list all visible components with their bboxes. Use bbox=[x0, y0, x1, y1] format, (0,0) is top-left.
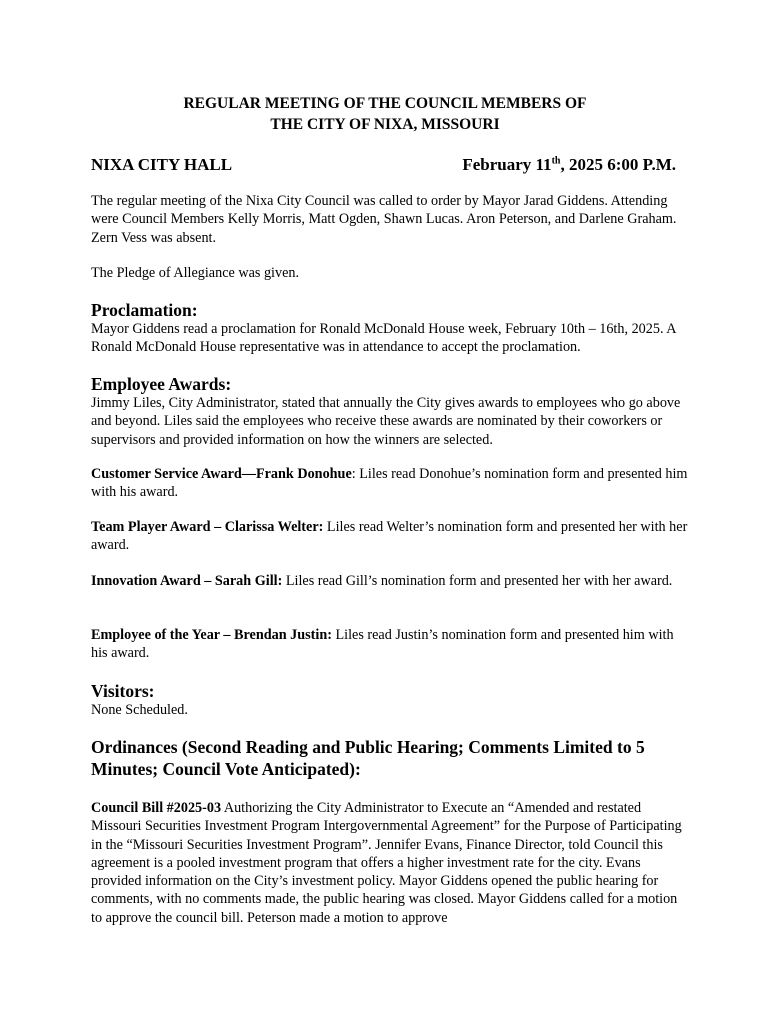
award-team-player bbox=[91, 518, 691, 555]
meeting-date-ordinal: th bbox=[551, 155, 561, 167]
award-label: Innovation Award – Sarah Gill: bbox=[91, 573, 283, 589]
award-text: Liles read Justin’s nomination form and presented him with his award. bbox=[91, 627, 674, 662]
visitors-heading: Visitors: bbox=[91, 681, 155, 701]
award-label: Team Player Award – Clarissa Welter: bbox=[91, 519, 324, 535]
employee-awards-paragraph: Jimmy Liles, City Administrator, stated that annually the City gives awards to employees who go above and beyond. Liles said the employees who receive these awards are nominated by their coworkers or supervisors and provided information on how the winners are selected. bbox=[91, 395, 681, 448]
call-to-order-paragraph: The regular meeting of the Nixa City Council was called to order by Mayor Jarad Giddens. Attending were Council Members Kelly Morris, Matt Ogden, Shawn Lucas. Aron Peterson, and Darlene Graham. Zern Vess was absent. bbox=[91, 193, 677, 246]
award-label: Customer Service Award—Frank Donohue bbox=[91, 466, 352, 482]
proclamation-heading: Proclamation: bbox=[91, 300, 198, 320]
council-bill-text: Authorizing the City Administrator to Execute an “Amended and restated Missouri Securities Investment Program Intergovernmental Agreement” for the Purpose of Participating in the “Missouri Securities Investment Program”. Jennifer Evans, Finance Director, told Council this agreement is a pooled investment program that offers a higher investment rate for the city. Evans provided information on the City’s investment policy. Mayor Giddens opened the public hearing for comments, with no comments made, the public hearing was closed. Mayor Giddens called for a motion to approve the council bill. Peterson made a motion to approve bbox=[91, 800, 682, 926]
award-text: Liles read Gill’s nomination form and presented her with her award. bbox=[282, 573, 673, 589]
meeting-date bbox=[462, 155, 676, 175]
document-title-line-2: THE CITY OF NIXA, MISSOURI bbox=[270, 116, 500, 133]
council-bill-label: Council Bill #2025-03 bbox=[91, 800, 222, 816]
visitors-paragraph: None Scheduled. bbox=[91, 702, 188, 718]
award-customer-service bbox=[91, 465, 691, 502]
council-bill-paragraph bbox=[91, 799, 691, 927]
award-text: : Liles read Donohue’s nomination form and presented him with his award. bbox=[91, 466, 688, 501]
document-title-line-1: REGULAR MEETING OF THE COUNCIL MEMBERS OF bbox=[183, 95, 587, 112]
pledge-paragraph: The Pledge of Allegiance was given. bbox=[91, 265, 300, 281]
award-innovation bbox=[91, 572, 691, 590]
employee-awards-heading: Employee Awards: bbox=[91, 374, 232, 394]
meeting-venue: NIXA CITY HALL bbox=[91, 155, 233, 174]
award-label: Employee of the Year – Brendan Justin: bbox=[91, 627, 332, 643]
award-employee-of-the-year bbox=[91, 626, 691, 663]
ordinances-heading: Ordinances (Second Reading and Public Hearing; Comments Limited to 5 Minutes; Council Vote Anticipated): bbox=[91, 737, 645, 779]
award-text: Liles read Welter’s nomination form and presented her with her award. bbox=[91, 519, 688, 554]
proclamation-paragraph: Mayor Giddens read a proclamation for Ronald McDonald House week, February 10th – 16th, 2025. A Ronald McDonald House representative was in attendance to accept the proclamation. bbox=[91, 321, 676, 356]
meeting-date-rest: , 2025 6:00 P.M. bbox=[560, 155, 676, 174]
meeting-date-main: February 11 bbox=[462, 155, 552, 174]
